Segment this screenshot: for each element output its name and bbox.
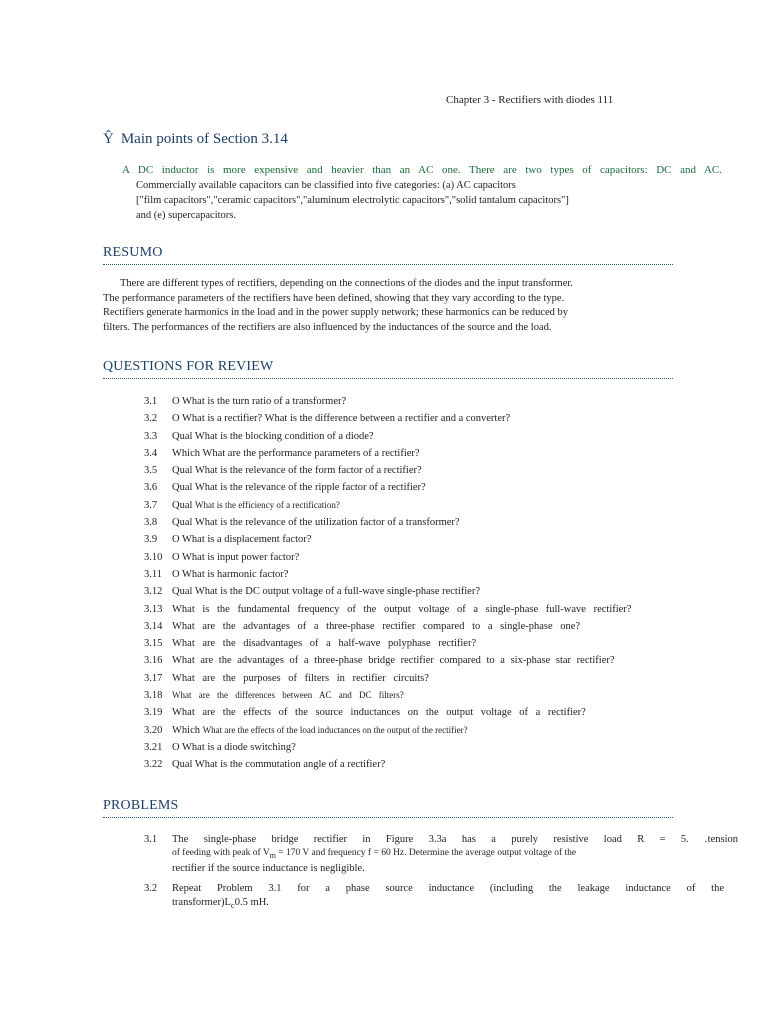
question-text: O What is input power factor?	[172, 551, 300, 563]
question-item	[144, 479, 704, 496]
question-number: 3.15	[144, 638, 163, 650]
problems-list	[144, 833, 738, 919]
main-points-line-1: A DC inductor is more expensive and heavier than an AC one. There are two types of capacitors: DC and AC.	[122, 164, 722, 176]
main-points-heading	[103, 131, 288, 148]
problem-line-text: 0.5 mH.	[234, 896, 269, 908]
problem-subscript: c	[230, 899, 235, 910]
question-item	[144, 601, 704, 618]
resumo-line: There are different types of rectifiers, depending on the connections of the diodes and the input transformer.	[120, 278, 573, 289]
question-text: O What is the turn ratio of a transformer?	[172, 396, 347, 407]
question-number: 3.14	[144, 620, 163, 632]
questions-heading: QUESTIONS FOR REVIEW	[103, 359, 673, 379]
question-number: 3.19	[144, 707, 163, 719]
main-points-title: Main points of Section 3.14	[120, 131, 288, 147]
problem-subscript: m	[269, 850, 276, 860]
questions-list	[144, 393, 704, 774]
question-item	[144, 583, 704, 600]
question-item	[144, 531, 704, 548]
resumo-line: The performance parameters of the rectifiers have been defined, showing that they vary according to the type.	[103, 292, 565, 304]
question-item	[144, 635, 704, 652]
question-item	[144, 704, 704, 721]
question-number: 3.21	[144, 741, 163, 753]
question-text-lead: Which	[172, 724, 203, 736]
question-item	[144, 670, 704, 687]
question-item	[144, 549, 704, 566]
resumo-body	[103, 277, 643, 335]
problem-line	[172, 847, 738, 862]
main-points-body	[122, 163, 722, 223]
question-item	[144, 514, 704, 531]
resumo-line: Rectifiers generate harmonics in the load and in the power supply network; these harmonics can be reduced by	[103, 307, 569, 319]
question-text: What are the purposes of filters in rectifier circuits?	[172, 672, 429, 684]
resumo-line: filters. The performances of the rectifiers are also influenced by the inductances of the source and the load.	[103, 321, 552, 333]
question-text: Qual What is the DC output voltage of a full-wave single-phase rectifier?	[172, 586, 480, 598]
question-number: 3.4	[144, 447, 158, 459]
question-text: Qual What is the blocking condition of a diode?	[172, 430, 374, 442]
question-number: 3.16	[144, 655, 163, 667]
question-item	[144, 445, 704, 462]
question-number: 3.7	[144, 499, 158, 511]
question-item	[144, 462, 704, 479]
problem-line: rectifier if the source inductance is negligible.	[172, 862, 365, 874]
question-text: What are the advantages of a three-phase bridge rectifier compared to a six-phase star rectifier?	[172, 655, 615, 667]
question-text-lead: Qual	[172, 499, 196, 511]
question-text: Qual What is the relevance of the utilization factor of a transformer?	[172, 517, 460, 529]
question-number: 3.8	[144, 517, 158, 529]
question-text: What are the effects of the load inductances on the output of the rectifier?	[202, 724, 468, 735]
question-number: 3.5	[144, 465, 158, 477]
question-number: 3.11	[144, 568, 162, 580]
question-number: 3.10	[144, 551, 163, 563]
question-item	[144, 428, 704, 445]
question-item	[144, 756, 704, 773]
question-text: What are the differences between AC and DC filters?	[172, 690, 404, 701]
problems-heading: PROBLEMS	[103, 798, 673, 818]
question-item	[144, 687, 704, 704]
question-text: What is the fundamental frequency of the output voltage of a single-phase full-wave rectifier?	[172, 603, 632, 615]
running-head: Chapter 3 - Rectifiers with diodes 111	[446, 94, 614, 106]
question-text: O What is a displacement factor?	[172, 534, 312, 546]
problem-line-text: = 170 V and frequency f = 60 Hz. Determine the average output voltage of the	[275, 847, 577, 858]
question-item	[144, 722, 704, 739]
main-points-line-4: and (e) supercapacitors.	[136, 210, 236, 221]
problem-number: 3.2	[144, 883, 158, 895]
question-number: 3.2	[144, 413, 158, 425]
question-item	[144, 393, 704, 410]
problem-line: The single-phase bridge rectifier in Figure 3.3a has a purely resistive load R = 5. ․tension	[172, 834, 738, 845]
bullet-icon: Ŷ	[103, 131, 114, 147]
question-number: 3.3	[144, 430, 158, 442]
question-text: Qual What is the commutation angle of a rectifier?	[172, 759, 386, 771]
problem-line-text: of feeding with peak of V	[172, 847, 270, 858]
question-number: 3.18	[144, 690, 163, 702]
question-item	[144, 652, 704, 669]
main-points-line-2: Commercially available capacitors can be classified into five categories: (a) AC capacitors	[136, 180, 516, 191]
question-number: 3.9	[144, 534, 158, 546]
question-text: O What is a diode switching?	[172, 741, 296, 753]
question-item	[144, 410, 704, 427]
question-number: 3.17	[144, 672, 163, 684]
problem-item	[144, 833, 738, 875]
question-text: What are the effects of the source inductances on the output voltage of a rectifier?	[172, 707, 586, 719]
question-text: O What is harmonic factor?	[172, 568, 289, 580]
question-item	[144, 618, 704, 635]
question-number: 3.22	[144, 759, 163, 771]
question-number: 3.20	[144, 724, 163, 736]
question-text: O What is a rectifier? What is the difference between a rectifier and a converter?	[172, 413, 511, 425]
problem-line: Repeat Problem 3.1 for a phase source inductance (including the leakage inductance of the	[172, 883, 724, 895]
question-text: Qual What is the relevance of the ripple factor of a rectifier?	[172, 482, 426, 494]
question-number: 3.12	[144, 586, 163, 598]
question-number: 3.1	[144, 396, 158, 407]
question-item	[144, 566, 704, 583]
problem-line-text: transformer)L	[172, 896, 231, 908]
question-number: 3.13	[144, 603, 163, 615]
question-number: 3.6	[144, 482, 158, 494]
question-text: What are the disadvantages of a half-wave polyphase rectifier?	[172, 638, 477, 650]
question-text: Which What are the performance parameters of a rectifier?	[172, 447, 420, 459]
problem-item	[144, 882, 738, 912]
question-text: Qual What is the relevance of the form factor of a rectifier?	[172, 465, 422, 477]
problem-line	[172, 896, 738, 913]
question-item	[144, 497, 704, 514]
question-item	[144, 739, 704, 756]
problem-number: 3.1	[144, 834, 158, 845]
question-text: What is the efficiency of a rectification?	[195, 499, 340, 510]
main-points-line-3: ["film capacitors","ceramic capacitors","aluminum electrolytic capacitors","solid tantalum capacitors"]	[136, 195, 569, 206]
question-text: What are the advantages of a three-phase rectifier compared to a single-phase one?	[172, 620, 581, 632]
resumo-heading: RESUMO	[103, 245, 673, 265]
